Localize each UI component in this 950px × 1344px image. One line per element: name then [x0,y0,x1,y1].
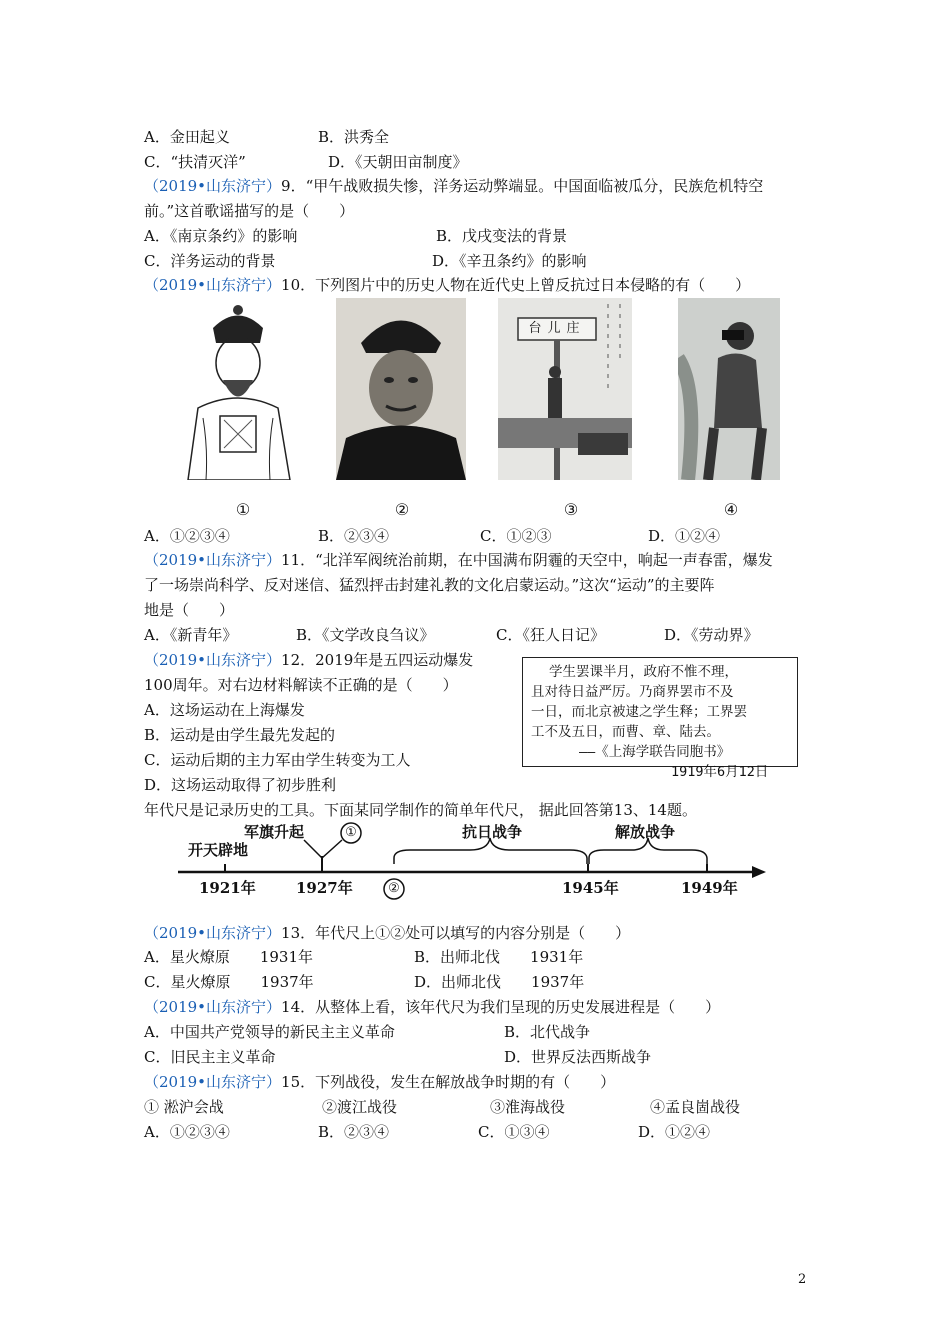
q15-source: （2019•山东济宁） [144,1073,282,1091]
page-number: 2 [798,1272,807,1287]
q12-source-material-box [522,657,798,780]
q12-source: （2019•山东济宁） [144,651,282,669]
q13-text: 13．年代尺上①②处可以填写的内容分别是（ ） [281,924,631,942]
q11-option-d: D．《劳动界》 [664,626,759,644]
q10-text: 10．下列图片中的历史人物在近代史上曾反抗过日本侵略的有（ ） [281,276,751,294]
q11-option-c: C．《狂人日记》 [496,626,605,644]
photo-2-portrait [336,298,466,480]
q12-option-b: B．运动是由学生最先发起的 [144,726,336,744]
timeline-marker-2: ② [388,881,400,896]
timeline-year-1927: 1927年 [296,879,353,897]
photo-3-taierzhuang-sign [498,298,632,480]
photo-3-caption: ③ [563,500,579,519]
timeline-label-kangri: 抗日战争 [462,823,523,841]
q9-option-c: C．洋务运动的背景 [144,252,276,270]
q15-stem-line1 [144,1071,615,1093]
q11-stem-line3: 地是（ ） [144,601,235,619]
timeline-label-jiefang: 解放战争 [615,823,676,841]
q15-option-c: C．①③④ [478,1123,550,1141]
timeline-intro: 年代尺是记录历史的工具。下面某同学制作的简单年代尺， 据此回答第13、14题。 [144,801,697,819]
photo-4-caption: ④ [723,500,739,519]
q12-option-c: C．运动后期的主力军由学生转变为工人 [144,751,411,769]
timeline-label-kaitian: 开天辟地 [188,841,249,859]
q11-text: 11．“北洋军阀统治前期，在中国满布阴霾的天空中，响起一声春雷，爆发 [281,551,773,569]
q10-option-d: D．①②④ [648,527,721,545]
timeline-label-junqi: 军旗升起 [244,823,305,841]
q12-option-d: D．这场运动取得了初步胜利 [144,776,337,794]
q14-option-d: D．世界反法西斯战争 [504,1048,652,1066]
quote-line: 且对待日益严厉。乃商界罢市不及 [531,684,734,700]
quote-line: 工不及五日，而曹、章、陆去。 [531,724,720,740]
q9-source: （2019•山东济宁） [144,177,282,195]
q14-source: （2019•山东济宁） [144,998,282,1016]
q9-text: 9．“甲午战败损失惨，洋务运动弊端显。中国面临被瓜分，民族危机特空 [281,177,764,195]
q12-stem-line1 [144,649,473,671]
photo-4-soldier-binoculars [678,298,780,480]
q15-item-4: ④孟良崮战役 [650,1098,741,1116]
q10-option-c: C．①②③ [480,527,552,545]
q10-option-b: B．②③④ [318,527,390,545]
q9-option-d: D．《辛丑条约》的影响 [432,252,587,270]
q14-option-c: C．旧民主主义革命 [144,1048,276,1066]
q14-stem-line1 [144,996,720,1018]
q15-item-3: ③淮海战役 [490,1098,566,1116]
quote-line: 一日，而北京被逮之学生释；工界罢 [531,704,747,720]
q10-option-a: A．①②③④ [144,527,230,545]
q14-text: 14．从整体上看，该年代尺为我们呈现的历史发展进程是（ ） [281,998,721,1016]
q11-stem-line1 [144,549,773,571]
q14-option-a: A．中国共产党领导的新民主主义革命 [144,1023,395,1041]
q8-option-a: A．金田起义 [144,128,230,146]
quote-date: 1919年6月12日 [671,764,769,780]
q11-stem-line2: 了一场崇尚科学、反对迷信、猛烈抨击封建礼教的文化启蒙运动。”这次“运动”的主要阵 [144,576,715,594]
q13-option-d: D．出师北伐 1937年 [414,973,585,991]
q13-option-b: B．出师北伐 1931年 [414,948,584,966]
q15-item-2: ②渡江战役 [322,1098,398,1116]
q8-option-c: C．“扶清灭洋” [144,153,246,171]
timeline-marker-1: ① [345,825,357,840]
q13-option-c: C．星火燎原 1937年 [144,973,314,991]
q12-stem-line2: 100周年。对右边材料解读不正确的是（ ） [144,676,458,694]
q11-option-b: B．《文学改良刍议》 [296,626,435,644]
q9-option-b: B．戊戌变法的背景 [436,227,568,245]
photo-3-sign-text: 台儿庄 [528,321,586,336]
timeline-year-1949: 1949年 [681,879,738,897]
q13-source: （2019•山东济宁） [144,924,282,942]
q9-option-a: A．《南京条约》的影响 [144,227,298,245]
q15-option-d: D．①②④ [638,1123,711,1141]
quote-line: 学生罢课半月，政府不惟不理， [549,664,738,680]
q9-stem-line1 [144,175,763,197]
q15-item-1: ① 淞沪会战 [144,1098,224,1116]
timeline-arrow [752,866,766,878]
q13-option-a: A．星火燎原 1931年 [144,948,314,966]
q10-stem-line1 [144,274,750,296]
quote-attribution: ——《上海学联告同胞书》 [579,744,731,760]
q11-option-a: A．《新青年》 [144,626,238,644]
q14-option-b: B．北代战争 [504,1023,591,1041]
q15-text: 15．下列战役，发生在解放战争时期的有（ ） [281,1073,616,1091]
timeline-year-1921: 1921年 [199,879,256,897]
q10-source: （2019•山东济宁） [144,276,282,294]
q8-option-b: B．洪秀全 [318,128,390,146]
photo-1-portrait-drawing [168,298,308,480]
q12-option-a: A．这场运动在上海爆发 [144,701,305,719]
q9-stem-line2: 前。”这首歌谣描写的是（ ） [144,202,355,220]
junqi-pointer [304,840,342,858]
photo-1-caption: ① [235,500,251,519]
q15-option-a: A．①②③④ [144,1123,230,1141]
q11-source: （2019•山东济宁） [144,551,282,569]
timeline-year-1945: 1945年 [562,879,619,897]
q15-option-b: B．②③④ [318,1123,390,1141]
q13-stem-line1 [144,922,630,944]
q8-option-d: D．《天朝田亩制度》 [328,153,468,171]
q12-text: 12．2019年是五四运动爆发 [281,651,474,669]
photo-2-caption: ② [394,500,410,519]
